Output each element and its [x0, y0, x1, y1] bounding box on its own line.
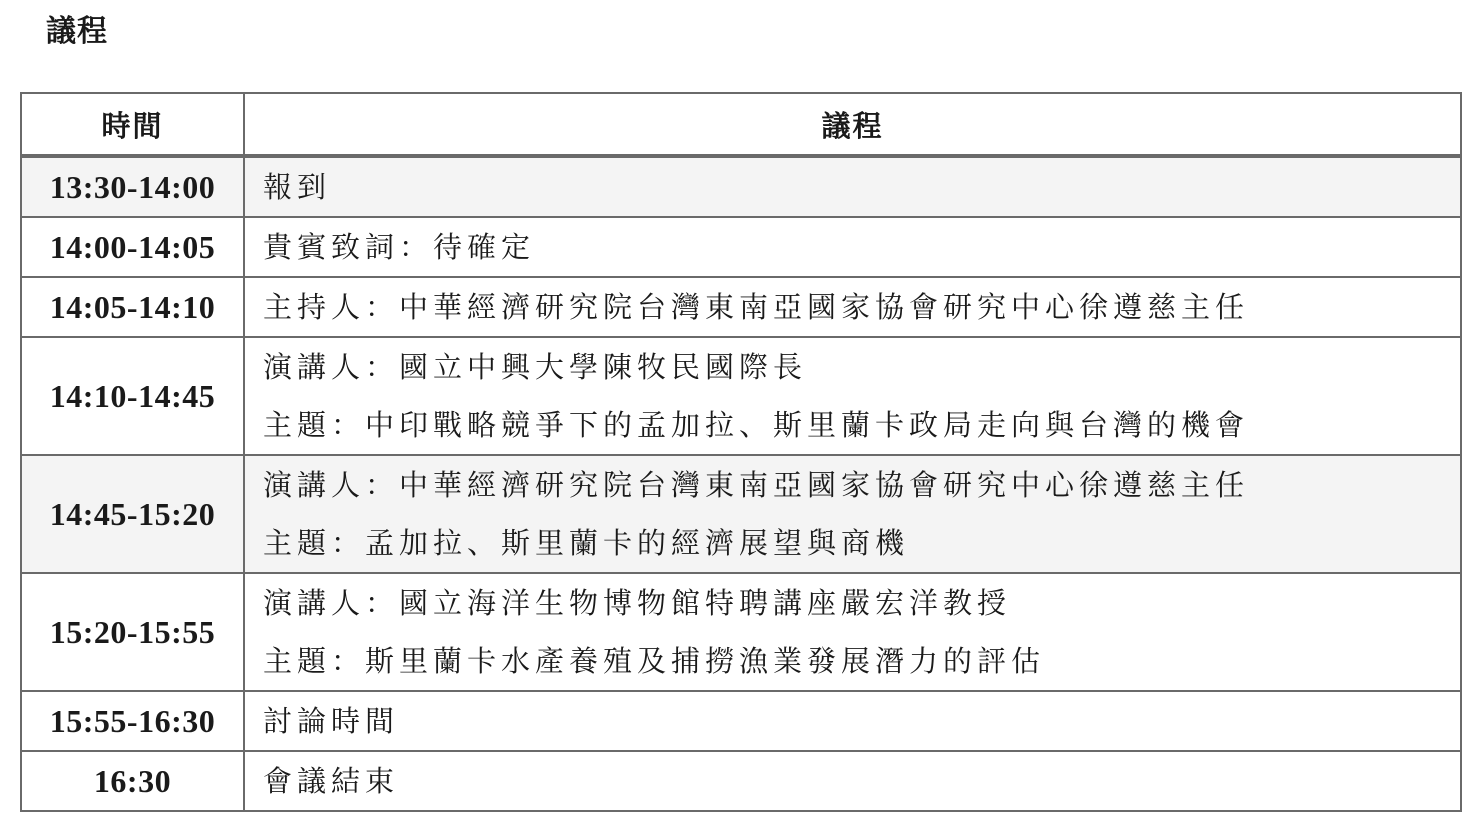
program-cell [244, 156, 1461, 217]
program-line: 貴賓致詞：待確定 [263, 230, 536, 264]
table-row [21, 277, 1461, 337]
table-row [21, 337, 1461, 455]
time-cell: 15:55-16:30 [21, 691, 244, 751]
program-column-header: 議程 [244, 93, 1461, 156]
program-cell [244, 277, 1461, 337]
table-row [21, 751, 1461, 811]
agenda-table [20, 92, 1462, 812]
program-line: 會議結束 [263, 764, 400, 798]
speaker-line: 演講人：中華經濟研究院台灣東南亞國家協會研究中心徐遵慈主任 [263, 468, 1250, 502]
page-title: 議程 [46, 14, 108, 49]
table-row [21, 455, 1461, 573]
time-cell: 14:00-14:05 [21, 217, 244, 277]
table-row [21, 156, 1461, 217]
program-cell [244, 573, 1461, 691]
program-cell [244, 691, 1461, 751]
program-line: 報到 [263, 170, 332, 204]
program-cell [244, 217, 1461, 277]
table-row [21, 691, 1461, 751]
speaker-line: 演講人：國立海洋生物博物館特聘講座嚴宏洋教授 [263, 586, 1012, 620]
table-row [21, 217, 1461, 277]
topic-line: 主題：中印戰略競爭下的孟加拉、斯里蘭卡政局走向與台灣的機會 [263, 408, 1250, 442]
program-cell [244, 751, 1461, 811]
time-cell: 16:30 [21, 751, 244, 811]
program-cell [244, 337, 1461, 455]
program-cell [244, 455, 1461, 573]
time-cell: 13:30-14:00 [21, 156, 244, 217]
time-cell: 15:20-15:55 [21, 573, 244, 691]
topic-line: 主題：孟加拉、斯里蘭卡的經濟展望與商機 [263, 526, 910, 560]
program-line: 討論時間 [263, 704, 400, 738]
time-cell: 14:05-14:10 [21, 277, 244, 337]
time-cell: 14:45-15:20 [21, 455, 244, 573]
speaker-line: 演講人：國立中興大學陳牧民國際長 [263, 350, 808, 384]
time-cell: 14:10-14:45 [21, 337, 244, 455]
table-header-row [21, 93, 1461, 156]
time-column-header: 時間 [21, 93, 244, 156]
table-row [21, 573, 1461, 691]
topic-line: 主題：斯里蘭卡水產養殖及捕撈漁業發展潛力的評估 [263, 644, 1046, 678]
program-line: 主持人：中華經濟研究院台灣東南亞國家協會研究中心徐遵慈主任 [263, 290, 1250, 324]
